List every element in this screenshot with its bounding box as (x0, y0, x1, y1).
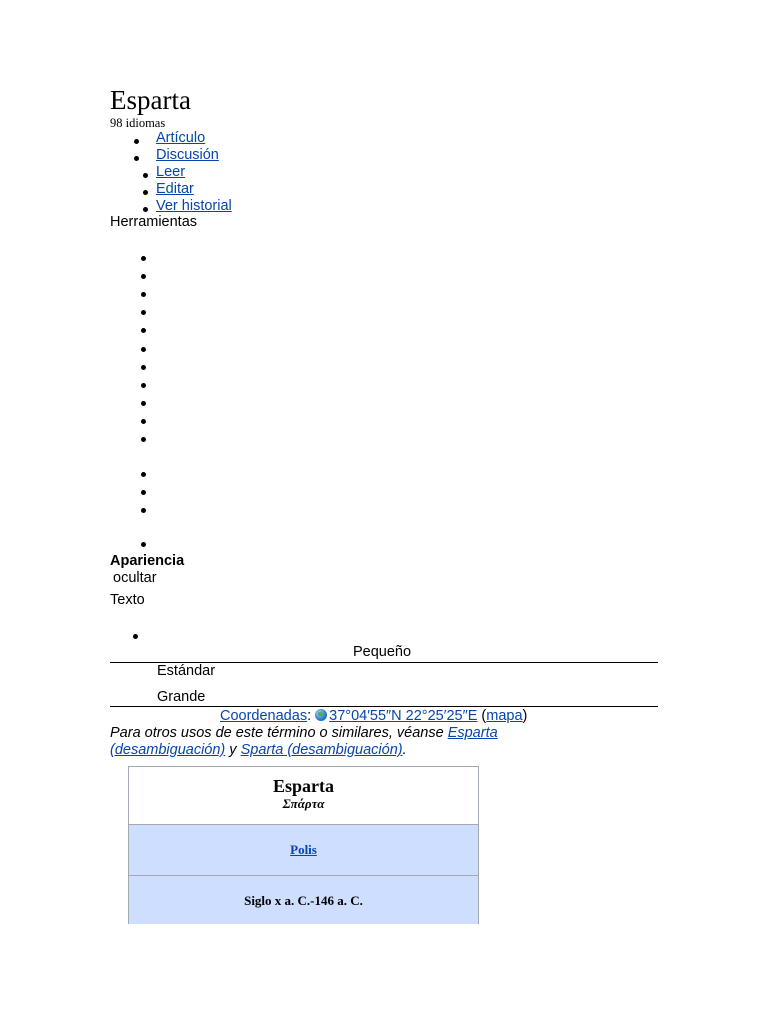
tab-edit-link[interactable]: Editar (156, 181, 194, 197)
hatnote-text: Para otros usos de este término o similares, véanse (110, 725, 444, 741)
hatnote (110, 725, 498, 742)
list-item (141, 401, 146, 406)
divider (110, 706, 658, 707)
tab-discussion-link[interactable]: Discusión (156, 147, 219, 163)
infobox-title: Esparta (272, 776, 334, 796)
coordinates-link[interactable]: Coordenadas (220, 708, 308, 724)
appearance-hide-button[interactable]: ocultar (113, 570, 157, 586)
hatnote-link-sparta[interactable]: Sparta (desambiguación) (240, 742, 403, 758)
text-size-large-option[interactable]: Grande (157, 689, 206, 705)
infobox-type-row (129, 825, 478, 876)
tab-article-link[interactable]: Artículo (156, 130, 206, 146)
list-bullet (134, 139, 139, 144)
tab-read-link[interactable]: Leer (156, 164, 186, 180)
globe-icon[interactable] (315, 709, 327, 721)
list-item (141, 347, 146, 352)
paren-open: ( (481, 708, 487, 724)
hatnote-line2 (110, 742, 407, 759)
list-item (141, 274, 146, 279)
appearance-text-label: Texto (110, 592, 145, 608)
infobox-header (129, 767, 478, 825)
infobox-type-link[interactable]: Polis (290, 842, 317, 857)
list-item (141, 365, 146, 370)
list-item (141, 383, 146, 388)
list-item (141, 542, 146, 547)
page-title: Esparta (110, 85, 191, 115)
list-item (141, 256, 146, 261)
infobox-subtitle: Σπάρτα (282, 796, 325, 811)
list-item (141, 310, 146, 315)
text-size-small-option[interactable]: Pequeño (353, 644, 412, 660)
list-item (141, 419, 146, 424)
list-bullet (134, 156, 139, 161)
paren-close: ) (522, 708, 528, 724)
tools-menu-label[interactable]: Herramientas (110, 214, 198, 230)
hatnote-end: . (402, 742, 407, 758)
list-item (141, 437, 146, 442)
coordinates-separator: : (307, 708, 312, 724)
infobox-period-row (129, 876, 478, 924)
hatnote-connector: y (229, 742, 237, 758)
list-item (141, 472, 146, 477)
appearance-heading: Apariencia (110, 553, 185, 569)
hatnote-link-esparta-line1[interactable]: Esparta (447, 725, 498, 741)
language-selector[interactable]: 98 idiomas (110, 116, 166, 130)
list-item (141, 292, 146, 297)
list-bullet (143, 207, 148, 212)
list-item (141, 328, 146, 333)
infobox (128, 766, 479, 924)
list-bullet (143, 173, 148, 178)
list-item (141, 508, 146, 513)
list-bullet (143, 190, 148, 195)
coordinates-value-link[interactable]: 37°04′55″N 22°25′25″E (329, 708, 478, 724)
text-size-standard-option[interactable]: Estándar (157, 663, 216, 679)
coordinates-line (220, 708, 527, 725)
list-item (141, 490, 146, 495)
tab-history-link[interactable]: Ver historial (156, 198, 232, 214)
infobox-period: Siglo x a. C.-146 a. C. (244, 893, 363, 908)
hatnote-link-esparta-line2[interactable]: (desambiguación) (110, 742, 226, 758)
list-bullet (133, 634, 138, 639)
map-link[interactable]: mapa (486, 708, 523, 724)
